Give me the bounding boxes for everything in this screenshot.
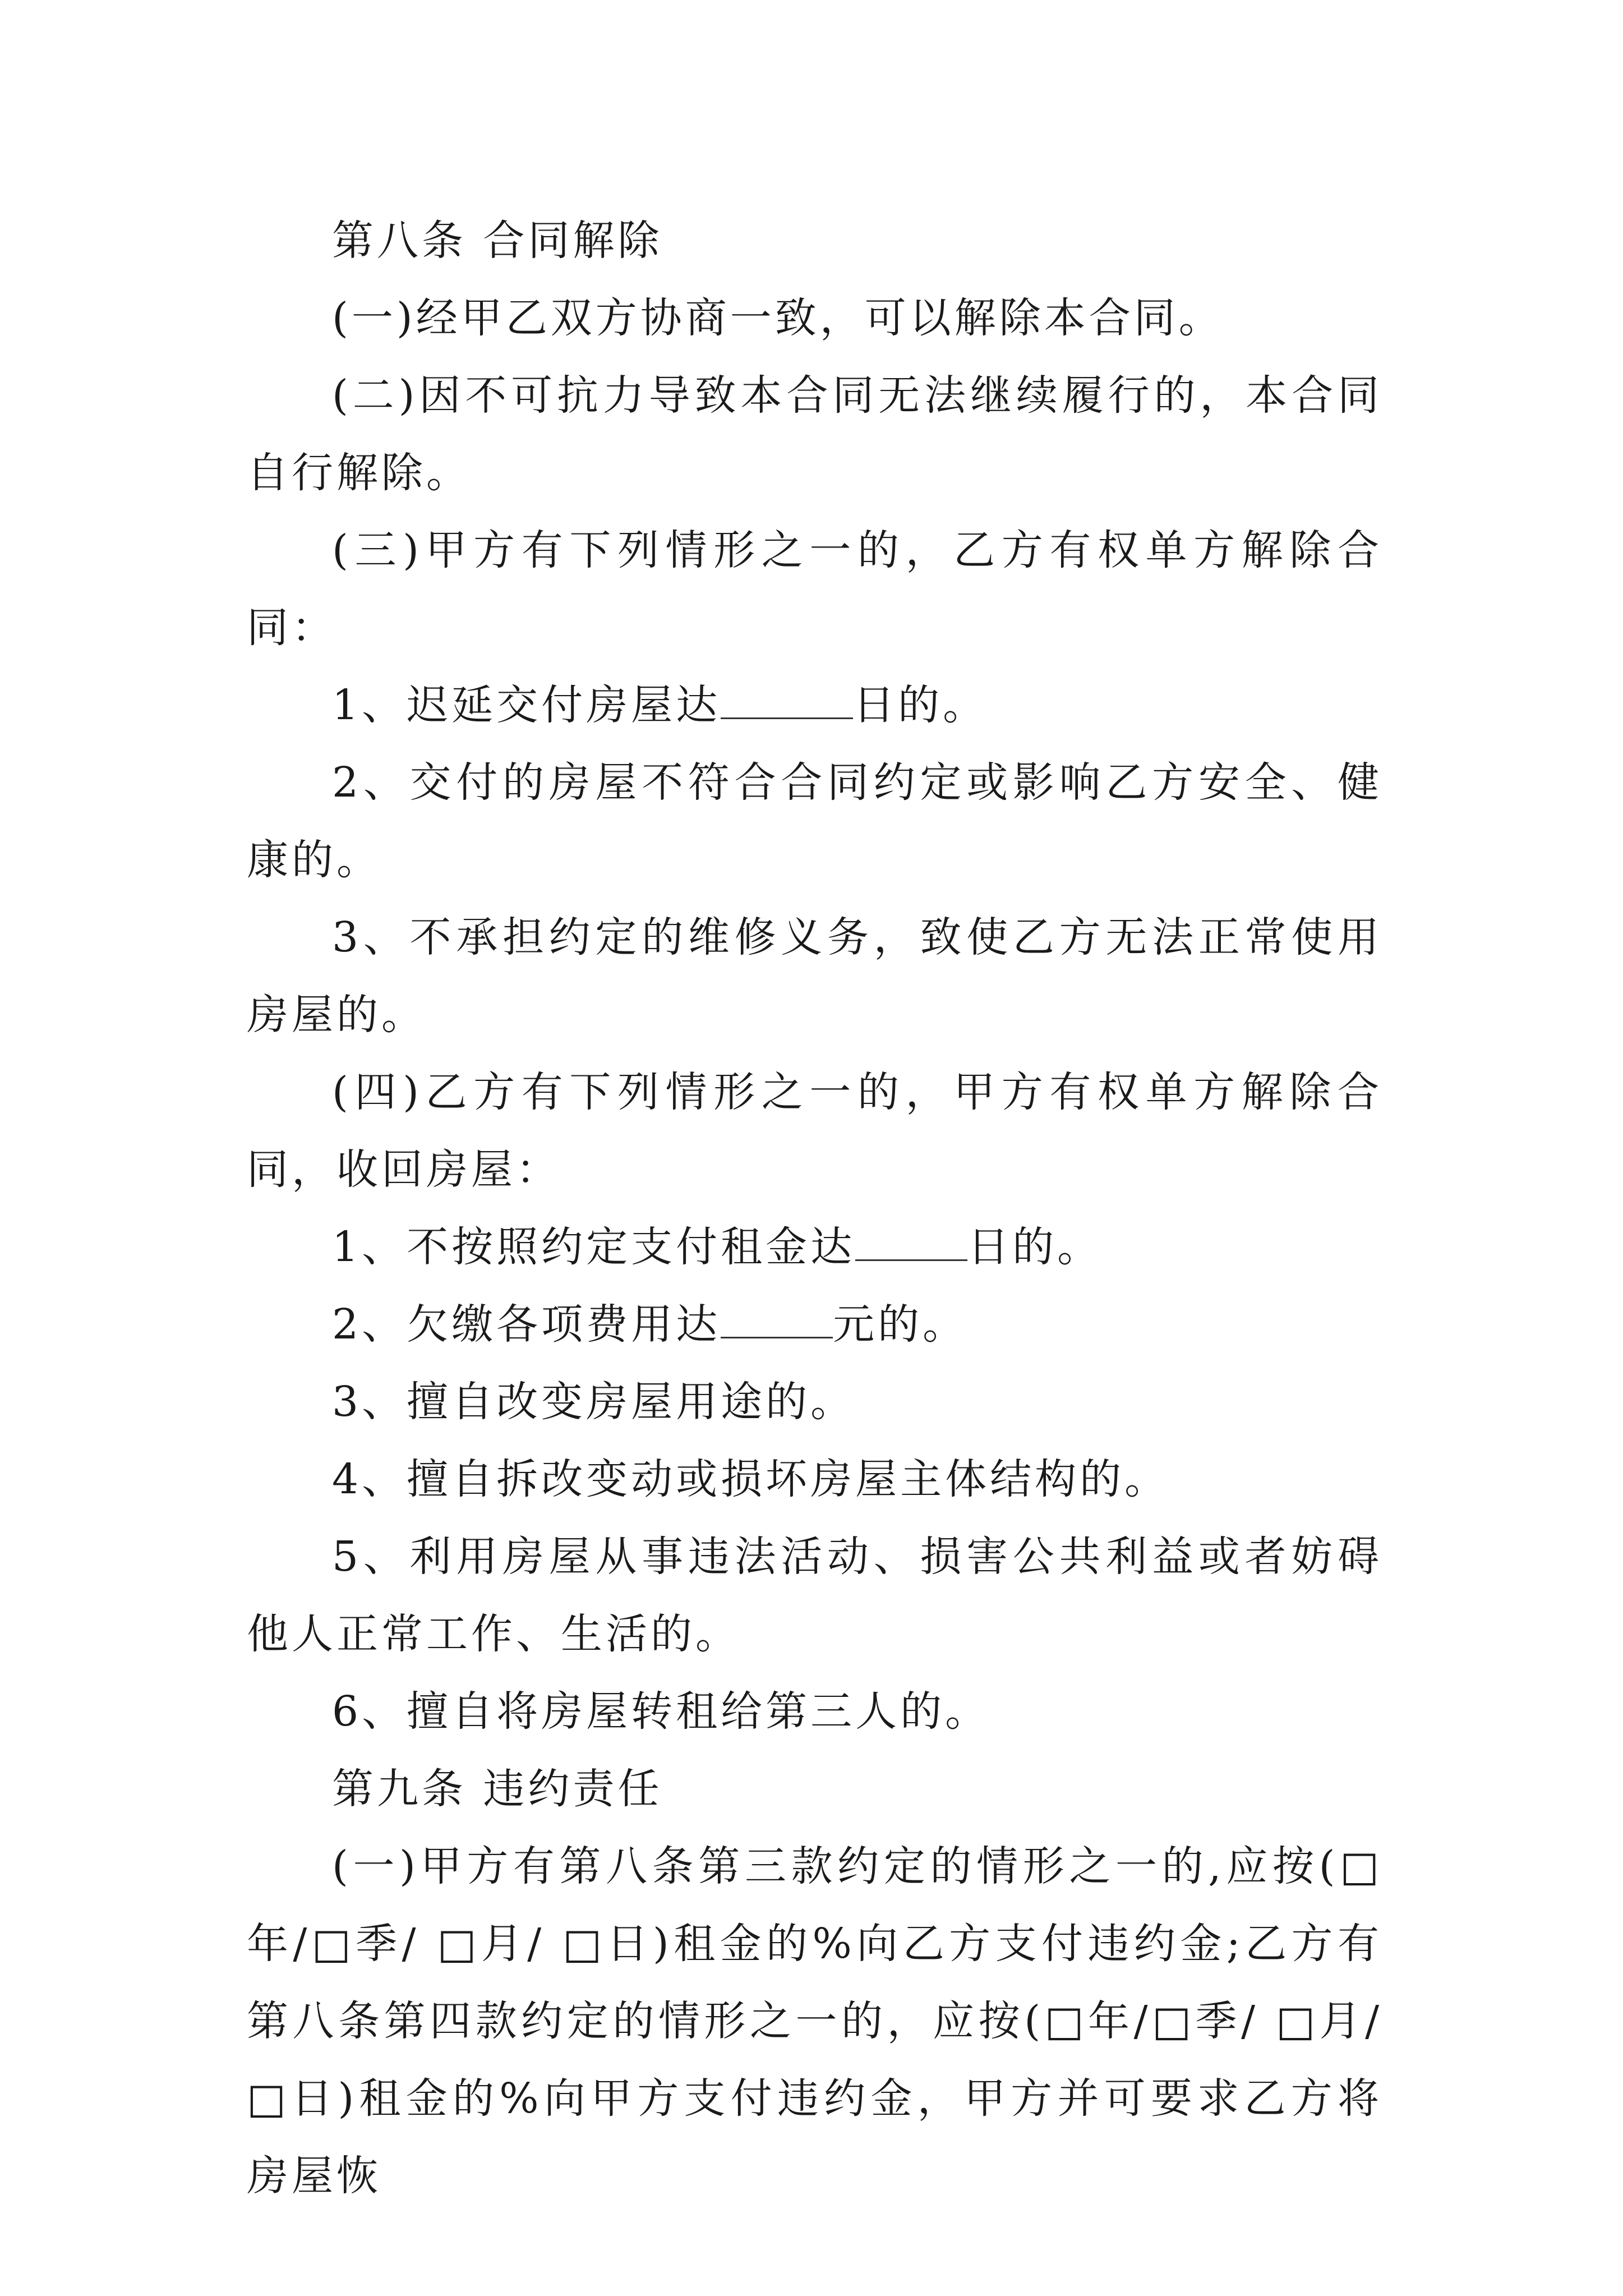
clause-9-1: (一)甲方有第八条第三款约定的情形之一的,应按(□年/□季/ □月/ □日)租金的%向乙方支付违约金;乙方有第八条第四款约定的情形之一的，应按(□年/□季/ □月/ □日)租金的%向甲方支付违约金，甲方并可要求乙方将房屋恢 bbox=[247, 1842, 1382, 2200]
clause-text: 1、迟延交付房屋达 bbox=[332, 681, 721, 729]
article-8-heading: 第八条 合同解除 bbox=[332, 217, 663, 265]
clause-8-4-item-3: 3、擅自改变房屋用途的。 bbox=[332, 1378, 856, 1426]
clause-8-4-item-5: 5、利用房屋从事违法活动、损害公共利益或者妨碍他人正常工作、生活的。 bbox=[247, 1533, 1382, 1658]
clause-8-3-item-3: 3、不承担约定的维修义务，致使乙方无法正常使用房屋的。 bbox=[247, 913, 1382, 1039]
clause-8-1: (一)经甲乙双方协商一致，可以解除本合同。 bbox=[332, 294, 1224, 342]
clause-text: 2、欠缴各项费用达 bbox=[332, 1300, 721, 1349]
clause-text: 1、不按照约定支付租金达 bbox=[332, 1223, 856, 1271]
clause-text: 日的。 bbox=[853, 681, 988, 729]
fill-blank-days[interactable] bbox=[855, 1222, 967, 1261]
clause-8-4-item-4: 4、擅自拆改变动或损坏房屋主体结构的。 bbox=[332, 1455, 1170, 1503]
clause-8-4-item-1 bbox=[247, 1208, 1382, 1286]
clause-text: 元的。 bbox=[833, 1300, 968, 1349]
fill-blank-amount[interactable] bbox=[721, 1300, 833, 1338]
fill-blank-days[interactable] bbox=[721, 680, 853, 719]
clause-8-3: (三)甲方有下列情形之一的，乙方有权单方解除合同： bbox=[247, 526, 1382, 652]
clause-8-3-item-1 bbox=[247, 666, 1382, 744]
clause-8-2: (二)因不可抗力导致本合同无法继续履行的，本合同自行解除。 bbox=[247, 371, 1382, 497]
clause-8-4-item-6: 6、擅自将房屋转租给第三人的。 bbox=[332, 1687, 990, 1736]
article-9-heading: 第九条 违约责任 bbox=[332, 1765, 663, 1813]
clause-8-3-item-2: 2、交付的房屋不符合合同约定或影响乙方安全、健康的。 bbox=[247, 758, 1382, 884]
document-body bbox=[247, 202, 1382, 2215]
clause-text: 日的。 bbox=[967, 1223, 1103, 1271]
clause-8-4: (四)乙方有下列情形之一的，甲方有权单方解除合同，收回房屋： bbox=[247, 1068, 1382, 1194]
clause-8-4-item-2 bbox=[247, 1286, 1382, 1363]
